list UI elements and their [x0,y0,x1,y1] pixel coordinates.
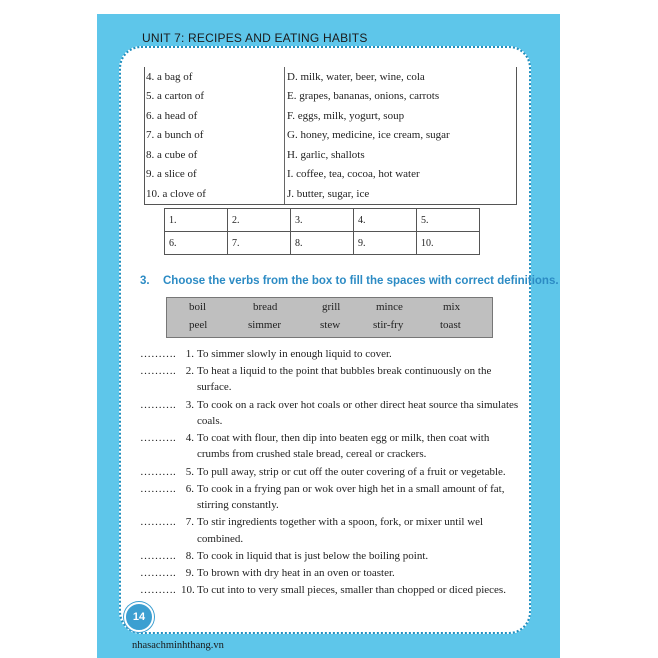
definition-item [140,582,520,598]
answer-blank[interactable]: ………. [140,482,176,495]
matching-right: J. butter, sugar, ice [287,187,370,200]
definition-text: To cook in liquid that is just below the boiling point. [197,549,429,562]
verb-word: grill [322,301,341,313]
answer-cell[interactable]: 1. [165,209,228,232]
page-number-badge: 14 [124,602,154,632]
definition-text: To simmer slowly in enough liquid to cover. [197,348,392,360]
verb-word: mince [376,301,403,313]
answer-blank[interactable]: ………. [140,584,176,597]
definition-number: 1. [185,348,194,360]
matching-left: 5. a carton of [145,87,285,107]
matching-row [145,67,516,87]
answer-blank[interactable]: ………. [140,549,176,562]
definition-number: 7. [185,516,194,529]
answer-row [165,209,480,232]
definition-number: 3. [185,398,194,411]
definition-item [140,514,520,547]
answer-cell[interactable]: 4. [354,209,417,232]
definition-number: 5. [185,465,194,478]
answer-cell[interactable]: 7. [228,232,291,255]
definition-number: 4. [185,432,194,445]
verb-word: bread [253,301,278,313]
definition-item [140,481,520,514]
definition-text: To coat with flour, then dip into beaten egg or milk, then coat with crumbs from crushed stale bread, cereal or crackers. [197,432,490,461]
unit-title: UNIT 7: RECIPES AND EATING HABITS [142,31,368,45]
matching-right: H. garlic, shallots [287,148,365,161]
matching-left: 4. a bag of [145,67,285,87]
verb-box [166,297,493,338]
verb-word: mix [443,301,461,313]
matching-row [145,126,516,146]
answer-blank[interactable]: ………. [140,566,176,579]
exercise-instruction: Choose the verbs from the box to fill the spaces with correct definitions. [163,275,559,287]
matching-table [144,67,517,205]
definition-number: 6. [185,482,194,495]
matching-left: 9. a slice of [145,165,285,185]
answer-blank[interactable]: ………. [140,365,176,378]
answer-blank[interactable]: ………. [140,432,176,445]
definition-list [140,346,520,599]
matching-left: 10. a clove of [145,184,285,204]
definition-item [140,565,520,581]
answer-grid [164,208,480,255]
definition-text: To heat a liquid to the point that bubbles break continuously on the surface. [197,365,492,394]
answer-cell[interactable]: 9. [354,232,417,255]
matching-left: 7. a bunch of [145,126,285,146]
verb-word: boil [189,301,207,313]
matching-left: 6. a head of [145,106,285,126]
definition-number: 2. [185,365,194,378]
definition-text: To brown with dry heat in an oven or toaster. [197,566,395,579]
verb-word: toast [440,319,461,331]
answer-blank[interactable]: ………. [140,516,176,529]
answer-cell[interactable]: 8. [291,232,354,255]
matching-row [145,87,516,107]
verb-word: stew [320,319,341,331]
definition-item [140,464,520,480]
top-margin [97,0,560,14]
matching-right: E. grapes, bananas, onions, carrots [287,90,440,103]
matching-right: D. milk, water, beer, wine, cola [287,70,425,83]
answer-blank[interactable]: ………. [140,465,176,478]
definition-item [140,346,520,362]
definition-text: To cook on a rack over hot coals or other direct heat source tha simulates coals. [197,398,519,427]
definition-item [140,430,520,463]
definition-text: To cut into to very small pieces, smaller than chopped or diced pieces. [197,584,506,597]
definition-text: To cook in a frying pan or wok over high het in a small amount of fat, stirring constantly. [197,482,505,512]
matching-right: F. eggs, milk, yogurt, soup [287,109,405,122]
verb-word: stir-fry [373,319,404,331]
publisher-site: nhasachminhthang.vn [132,640,224,651]
answer-row [165,232,480,255]
matching-row [145,145,516,165]
answer-cell[interactable]: 2. [228,209,291,232]
answer-blank[interactable]: ………. [140,398,176,411]
definition-number: 9. [185,566,194,579]
matching-row [145,106,516,126]
verb-word: peel [189,319,208,331]
definition-number: 10. [181,584,195,597]
answer-cell[interactable]: 3. [291,209,354,232]
matching-row [145,184,516,204]
verb-word: simmer [248,319,281,331]
exercise-number: 3. [140,275,150,287]
definition-text: To stir ingredients together with a spoon, fork, or mixer until wel combined. [197,516,484,545]
matching-right: I. coffee, tea, cocoa, hot water [287,168,420,181]
matching-row [145,165,516,185]
definition-number: 8. [185,549,194,562]
answer-blank[interactable]: ………. [140,348,176,360]
matching-right: G. honey, medicine, ice cream, sugar [287,129,450,142]
definition-item [140,548,520,564]
definition-item [140,363,520,396]
matching-left: 8. a cube of [145,145,285,165]
answer-cell[interactable]: 5. [417,209,480,232]
definition-item [140,397,520,430]
definition-text: To pull away, strip or cut off the outer covering of a fruit or vegetable. [197,465,506,478]
answer-cell[interactable]: 10. [417,232,480,255]
answer-cell[interactable]: 6. [165,232,228,255]
